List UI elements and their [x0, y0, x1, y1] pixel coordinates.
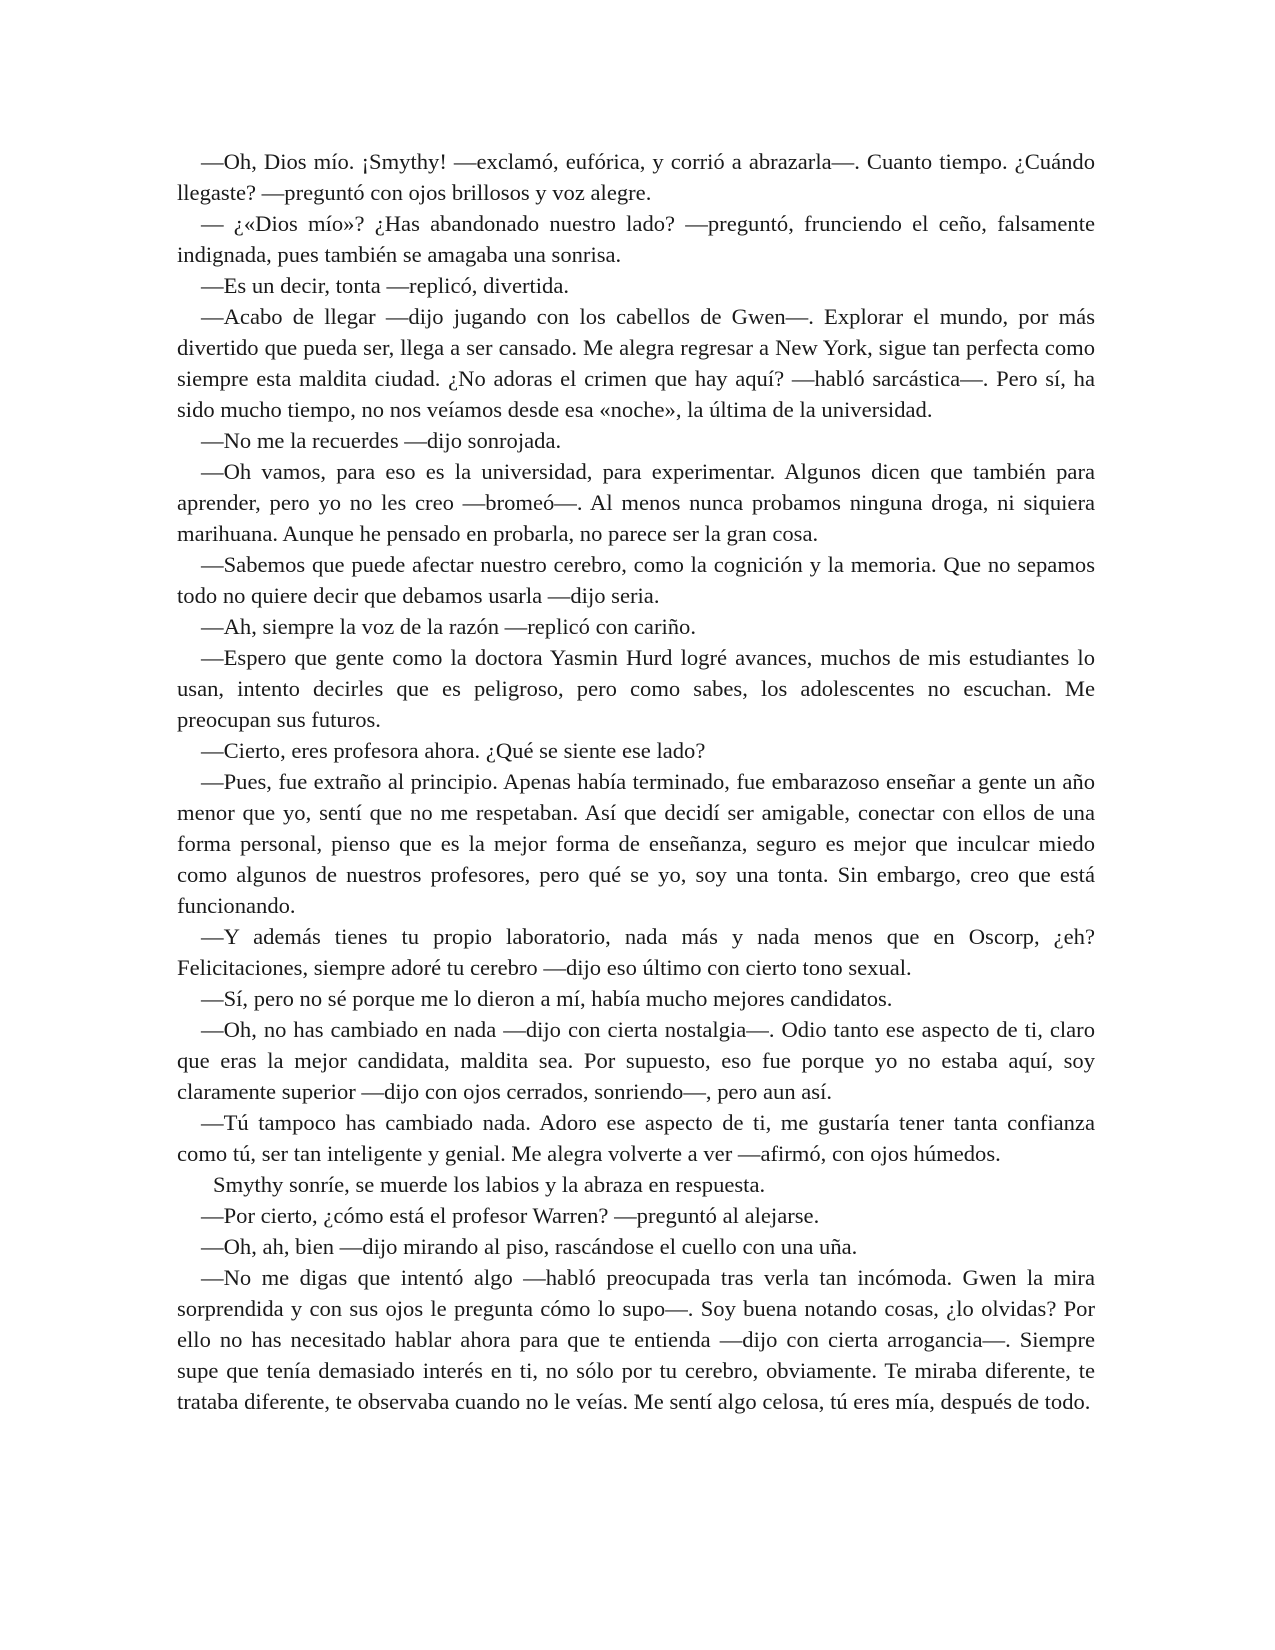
- paragraph: —Acabo de llegar —dijo jugando con los cabellos de Gwen—. Explorar el mundo, por más divertido que pueda ser, llega a ser cansado. Me alegra regresar a New York, sigue tan perfecta como siempre esta maldita ciudad. ¿No adoras el crimen que hay aquí? —habló sarcástica—. Pero sí, ha sido mucho tiempo, no nos veíamos desde esa «noche», la última de la universidad.: [177, 304, 1095, 422]
- body-text: [177, 146, 1095, 1417]
- paragraph: —Es un decir, tonta —replicó, divertida.: [201, 273, 570, 298]
- paragraph: — ¿«Dios mío»? ¿Has abandonado nuestro lado? —preguntó, frunciendo el ceño, falsamente indignada, pues también se amagaba una sonrisa.: [177, 211, 1095, 267]
- paragraph: —Espero que gente como la doctora Yasmin Hurd logré avances, muchos de mis estudiantes lo usan, intento decirles que es peligroso, pero como sabes, los adolescentes no escuchan. Me preocupan sus futuros.: [177, 645, 1095, 732]
- paragraph: —Sabemos que puede afectar nuestro cerebro, como la cognición y la memoria. Que no sepamos todo no quiere decir que debamos usarla —dijo seria.: [177, 552, 1095, 608]
- paragraph: —Tú tampoco has cambiado nada. Adoro ese aspecto de ti, me gustaría tener tanta confianza como tú, ser tan inteligente y genial. Me alegra volverte a ver —afirmó, con ojos húmedos.: [177, 1110, 1095, 1166]
- paragraph: —Cierto, eres profesora ahora. ¿Qué se siente ese lado?: [201, 738, 706, 763]
- paragraph: Smythy sonríe, se muerde los labios y la abraza en respuesta.: [213, 1172, 766, 1197]
- paragraph: —Ah, siempre la voz de la razón —replicó con cariño.: [201, 614, 696, 639]
- paragraph: —Pues, fue extraño al principio. Apenas había terminado, fue embarazoso enseñar a gente un año menor que yo, sentí que no me respetaban. Así que decidí ser amigable, conectar con ellos de una forma personal, pienso que es la mejor forma de enseñanza, seguro es mejor que inculcar miedo como algunos de nuestros profesores, pero qué se yo, soy una tonta. Sin embargo, creo que está funcionando.: [177, 769, 1095, 918]
- paragraph: —Sí, pero no sé porque me lo dieron a mí, había mucho mejores candidatos.: [201, 986, 893, 1011]
- paragraph: —No me digas que intentó algo —habló preocupada tras verla tan incómoda. Gwen la mira sorprendida y con sus ojos le pregunta cómo lo supo—. Soy buena notando cosas, ¿lo olvidas? Por ello no has necesitado hablar ahora para que te entienda —dijo con cierta arrogancia—. Siempre supe que tenía demasiado interés en ti, no sólo por tu cerebro, obviamente. Te miraba diferente, te trataba diferente, te observaba cuando no le veías. Me sentí algo celosa, tú eres mía, después de todo.: [177, 1265, 1095, 1414]
- paragraph: —Oh, no has cambiado en nada —dijo con cierta nostalgia—. Odio tanto ese aspecto de ti, claro que eras la mejor candidata, maldita sea. Por supuesto, eso fue porque yo no estaba aquí, soy claramente superior —dijo con ojos cerrados, sonriendo—, pero aun así.: [177, 1017, 1095, 1104]
- paragraph: —Por cierto, ¿cómo está el profesor Warren? —preguntó al alejarse.: [201, 1203, 820, 1228]
- paragraph: —Oh vamos, para eso es la universidad, para experimentar. Algunos dicen que también para aprender, pero yo no les creo —bromeó—. Al menos nunca probamos ninguna droga, ni siquiera marihuana. Aunque he pensado en probarla, no parece ser la gran cosa.: [177, 459, 1095, 546]
- paragraph: —Y además tienes tu propio laboratorio, nada más y nada menos que en Oscorp, ¿eh? Felicitaciones, siempre adoré tu cerebro —dijo eso último con cierto tono sexual.: [177, 924, 1095, 980]
- paragraph: —Oh, ah, bien —dijo mirando al piso, rascándose el cuello con una uña.: [201, 1234, 858, 1259]
- paragraph: —No me la recuerdes —dijo sonrojada.: [201, 428, 562, 453]
- paragraph: —Oh, Dios mío. ¡Smythy! —exclamó, eufórica, y corrió a abrazarla—. Cuanto tiempo. ¿Cuándo llegaste? —preguntó con ojos brillosos y voz alegre.: [177, 149, 1095, 205]
